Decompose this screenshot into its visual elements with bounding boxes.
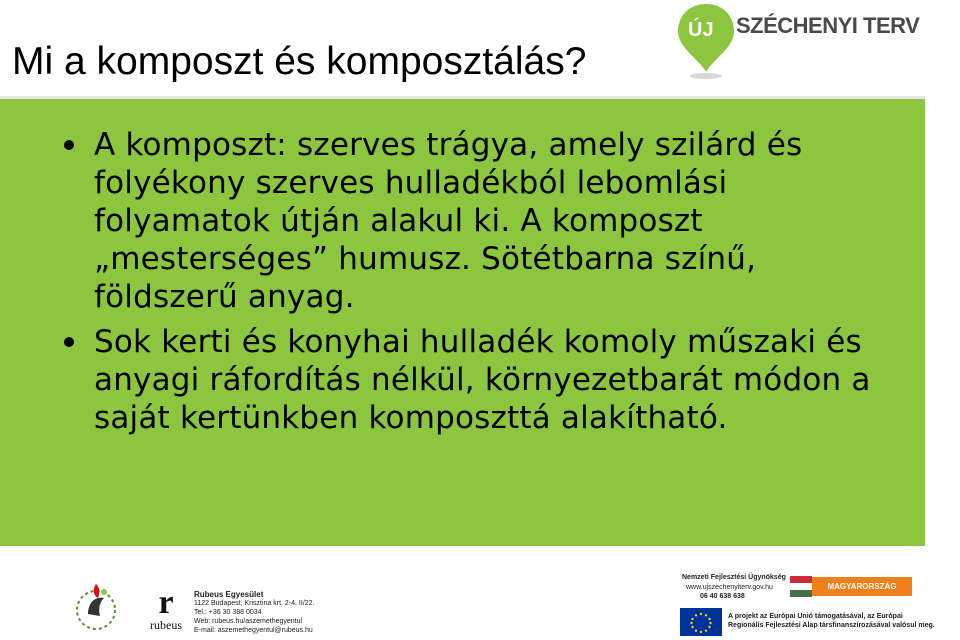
org-phone: Tel.: +36 30 388 0034 xyxy=(194,609,262,616)
szemhegyen-tul-logo xyxy=(74,576,118,636)
magyarorszag-megujul-badge: MAGYARORSZÁG MEGÚJUL xyxy=(812,577,912,596)
eu-support-line1: A projekt az Európai Unió támogatásával, az Európai xyxy=(728,613,903,620)
agency-phone: 06 40 638 638 xyxy=(700,593,745,600)
rubeus-r-icon: r xyxy=(158,584,174,621)
org-email: E-mail: aszemethegyentul@rubeus.hu xyxy=(194,627,313,634)
bullet-kitchen-waste: Sok kerti és konyhai hulladék komoly műszaki és anyagi ráfordítás nélkül, környezetbarát módon a saját kertünkben komposzttá alakítható. xyxy=(94,323,884,437)
org-name: Rubeus Egyesület xyxy=(194,590,264,599)
agency-web: www.ujszechenyiterv.gov.hu xyxy=(686,584,773,591)
org-web: Web: rubeus.hu/aszemethegyentul xyxy=(194,618,303,625)
slide-title: Mi a komposzt és komposztálás? xyxy=(12,40,587,83)
eu-support-line2: Regionális Fejlesztési Alap társfinanszírozásával valósul meg. xyxy=(728,622,935,629)
eu-flag-icon xyxy=(680,608,722,636)
rubeus-logo-text: rubeus xyxy=(150,618,182,632)
org-address: 1122 Budapest, Krisztina krt. 2-4. II/22. xyxy=(194,600,315,607)
agency-name: Nemzeti Fejlesztési Ügynökség xyxy=(682,574,786,581)
bullet-compost-definition: A komposzt: szerves trágya, amely szilárd és folyékony szerves hulladékból lebomlási folyamatok útján alakul ki. A komposzt „mesterséges” humusz. Sötétbarna színű, földszerű anyag. xyxy=(94,126,884,316)
szechenyi-terv-text: SZÉCHENYI TERV xyxy=(736,13,920,38)
uj-badge: ÚJ xyxy=(688,19,714,41)
rubeus-logo xyxy=(144,584,188,634)
hungarian-flag-icon xyxy=(790,576,812,597)
